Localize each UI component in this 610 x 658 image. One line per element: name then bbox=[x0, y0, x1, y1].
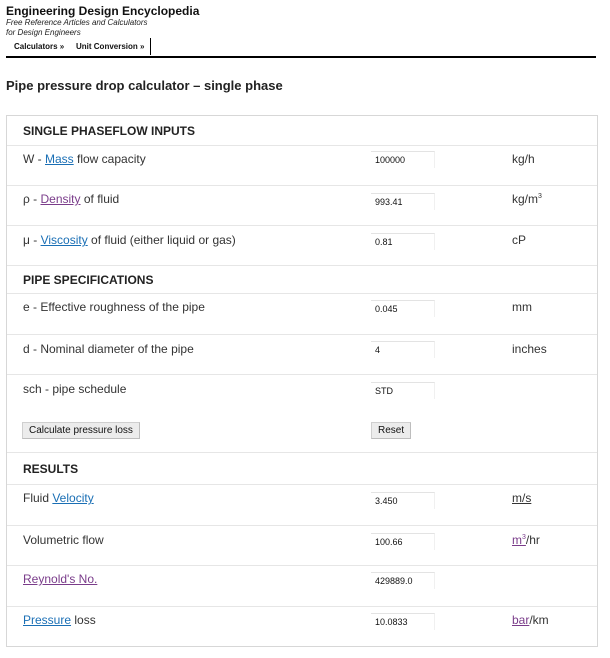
roughness-row bbox=[7, 293, 597, 335]
schedule-label: sch - pipe schedule bbox=[23, 382, 127, 396]
diameter-row bbox=[7, 334, 597, 375]
button-row bbox=[7, 414, 597, 453]
pressure-unit: bar/km bbox=[512, 613, 549, 627]
volflow-row bbox=[7, 525, 597, 566]
page-title: Pipe pressure drop calculator – single phase bbox=[6, 78, 283, 93]
density-link[interactable]: Density bbox=[40, 192, 81, 206]
nav-calculators[interactable]: Calculators » bbox=[14, 42, 65, 51]
reynolds-label bbox=[23, 572, 97, 586]
roughness-unit: mm bbox=[512, 300, 532, 314]
mass-flow-unit: kg/h bbox=[512, 152, 535, 166]
density-unit: $kg/m^3$ bbox=[512, 192, 542, 206]
nav-bar bbox=[6, 38, 596, 58]
mass-flow-input[interactable]: 100000 bbox=[371, 151, 435, 168]
inputs-section-header bbox=[7, 116, 597, 146]
site-title[interactable]: Engineering Design Encyclopedia bbox=[6, 4, 200, 18]
calculate-button[interactable]: Calculate pressure loss bbox=[22, 422, 140, 439]
reynolds-output: 429889.0 bbox=[371, 572, 435, 589]
pressure-row bbox=[7, 606, 597, 646]
density-input[interactable]: 993.41 bbox=[371, 193, 435, 210]
viscosity-unit: cP bbox=[512, 233, 527, 247]
diameter-label: d - Nominal diameter of the pipe bbox=[23, 342, 194, 356]
pressure-link[interactable]: Pressure bbox=[23, 613, 72, 627]
tagline-line-2: for Design Engineers bbox=[6, 28, 81, 37]
viscosity-row bbox=[7, 225, 597, 266]
mass-link[interactable]: Mass bbox=[45, 152, 74, 166]
inputs-section-title: SINGLE PHASEFLOW INPUTS bbox=[23, 124, 196, 138]
site-header bbox=[6, 4, 199, 38]
pressure-label: Pressure loss bbox=[23, 613, 96, 627]
pressure-output: 10.0833 bbox=[371, 613, 435, 630]
mass-flow-label: W - Mass flow capacity bbox=[23, 152, 146, 166]
schedule-select[interactable]: STD bbox=[371, 382, 435, 399]
density-row bbox=[7, 185, 597, 226]
reynolds-link[interactable]: Reynold's No. bbox=[23, 572, 98, 586]
reset-button[interactable]: Reset bbox=[371, 422, 411, 439]
velocity-row bbox=[7, 484, 597, 526]
velocity-output: 3.450 bbox=[371, 492, 435, 509]
roughness-label: e - Effective roughness of the pipe bbox=[23, 300, 205, 314]
volflow-unit: $m^3/hr$ bbox=[512, 533, 540, 547]
schedule-row bbox=[7, 374, 597, 414]
density-label: ρ - Density of fluid bbox=[23, 192, 120, 206]
pipe-section-title: PIPE SPECIFICATIONS bbox=[23, 273, 154, 287]
roughness-input[interactable]: 0.045 bbox=[371, 300, 435, 317]
results-section-title: RESULTS bbox=[23, 462, 79, 476]
volflow-unit-link[interactable]: $m^3$ bbox=[512, 533, 526, 547]
diameter-unit: inches bbox=[512, 342, 547, 356]
volflow-output: 100.66 bbox=[371, 533, 435, 550]
reynolds-row bbox=[7, 565, 597, 607]
pressure-unit-link[interactable]: bar bbox=[512, 613, 530, 627]
results-section-header bbox=[7, 452, 597, 485]
viscosity-label: μ - Viscosity of fluid (either liquid or gas) bbox=[23, 233, 236, 247]
velocity-unit-link[interactable]: m/s bbox=[512, 491, 532, 505]
diameter-input[interactable]: 4 bbox=[371, 341, 435, 358]
pipe-section-header bbox=[7, 265, 597, 294]
calculator-panel bbox=[6, 115, 598, 647]
nav-unit-conversion[interactable]: Unit Conversion » bbox=[70, 38, 151, 55]
velocity-link[interactable]: Velocity bbox=[52, 491, 94, 505]
velocity-label: Fluid Velocity bbox=[23, 491, 94, 505]
volflow-label: Volumetric flow bbox=[23, 533, 104, 547]
viscosity-input[interactable]: 0.81 bbox=[371, 233, 435, 250]
tagline-line-1: Free Reference Articles and Calculators bbox=[6, 18, 148, 27]
viscosity-link[interactable]: Viscosity bbox=[40, 233, 88, 247]
mass-flow-row bbox=[7, 145, 597, 186]
